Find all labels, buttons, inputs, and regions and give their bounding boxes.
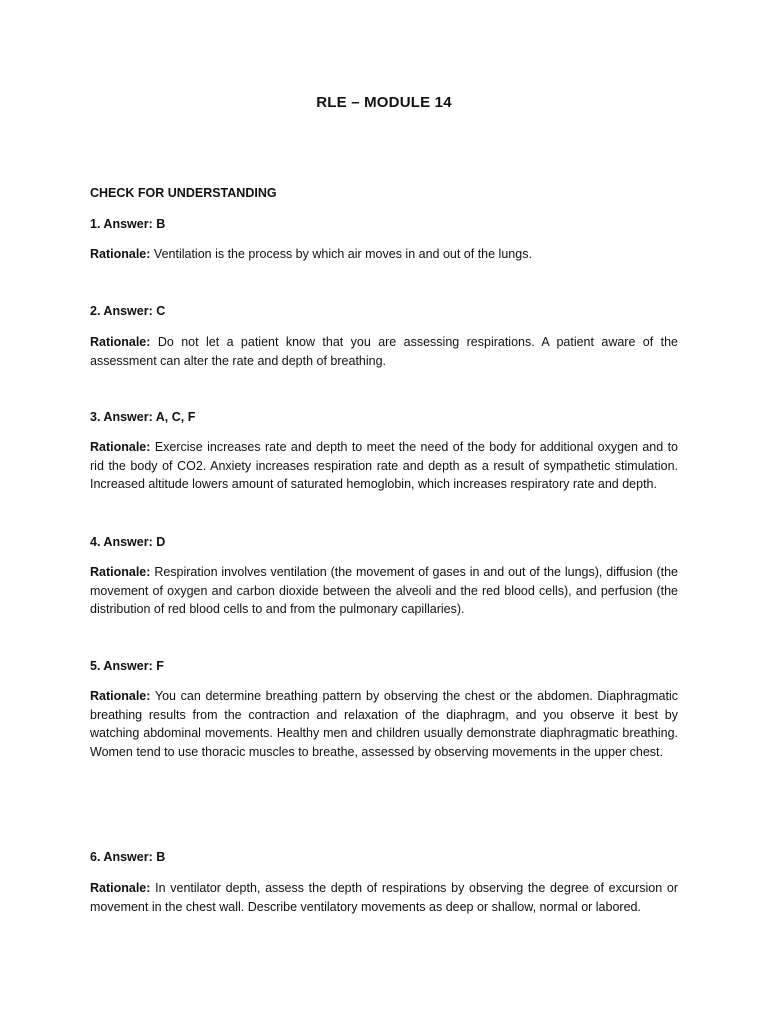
rationale-text: In ventilator depth, assess the depth of respirations by observing the degree of excursion or movement in the chest wall. Describe ventilatory movements as deep or shallow, normal or labored.: [90, 881, 678, 914]
rationale-6: [90, 879, 678, 916]
rationale-3: [90, 438, 678, 494]
rationale-2: [90, 333, 678, 370]
rationale-label: Rationale:: [90, 689, 151, 703]
rationale-text: Do not let a patient know that you are assessing respirations. A patient aware of the assessment can alter the rate and depth of breathing.: [90, 335, 679, 368]
answer-1: 1. Answer: B: [90, 217, 166, 231]
rationale-text: Exercise increases rate and depth to meet the need of the body for additional oxygen and to rid the body of CO2. Anxiety increases respiration rate and depth as a result of sympathetic stimulation. Increased altitude lowers amount of saturated hemoglobin, which increases respiratory rate and depth.: [90, 440, 678, 491]
rationale-1: [90, 245, 678, 264]
answer-6: 6. Answer: B: [90, 850, 166, 864]
rationale-text: You can determine breathing pattern by observing the chest or the abdomen. Diaphragmatic breathing results from the contraction and relaxation of the diaphragm, and you observe it best by watching abdominal movements. Healthy men and children usually demonstrate diaphragmatic breathing. Women tend to use thoracic muscles to breathe, assessed by observing movements in the upper chest.: [90, 689, 678, 759]
rationale-label: Rationale:: [90, 440, 151, 454]
rationale-text: Ventilation is the process by which air moves in and out of the lungs.: [153, 247, 532, 261]
section-heading: CHECK FOR UNDERSTANDING: [90, 186, 277, 200]
document-title: RLE – MODULE 14: [316, 94, 452, 111]
rationale-5: [90, 687, 678, 761]
answer-2: 2. Answer: C: [90, 304, 166, 318]
rationale-label: Rationale:: [90, 565, 151, 579]
answer-4: 4. Answer: D: [90, 535, 166, 549]
rationale-4: [90, 563, 678, 619]
answer-3: 3. Answer: A, C, F: [90, 410, 196, 424]
rationale-label: Rationale:: [90, 247, 151, 261]
rationale-label: Rationale:: [90, 335, 151, 349]
document-page: [90, 0, 678, 1024]
rationale-text: Respiration involves ventilation (the movement of gases in and out of the lungs), diffusion (the movement of oxygen and carbon dioxide between the alveoli and the red blood cells), and perfusion (the distribution of red blood cells to and from the pulmonary capillaries).: [90, 565, 678, 616]
answer-5: 5. Answer: F: [90, 659, 164, 673]
rationale-label: Rationale:: [90, 881, 151, 895]
